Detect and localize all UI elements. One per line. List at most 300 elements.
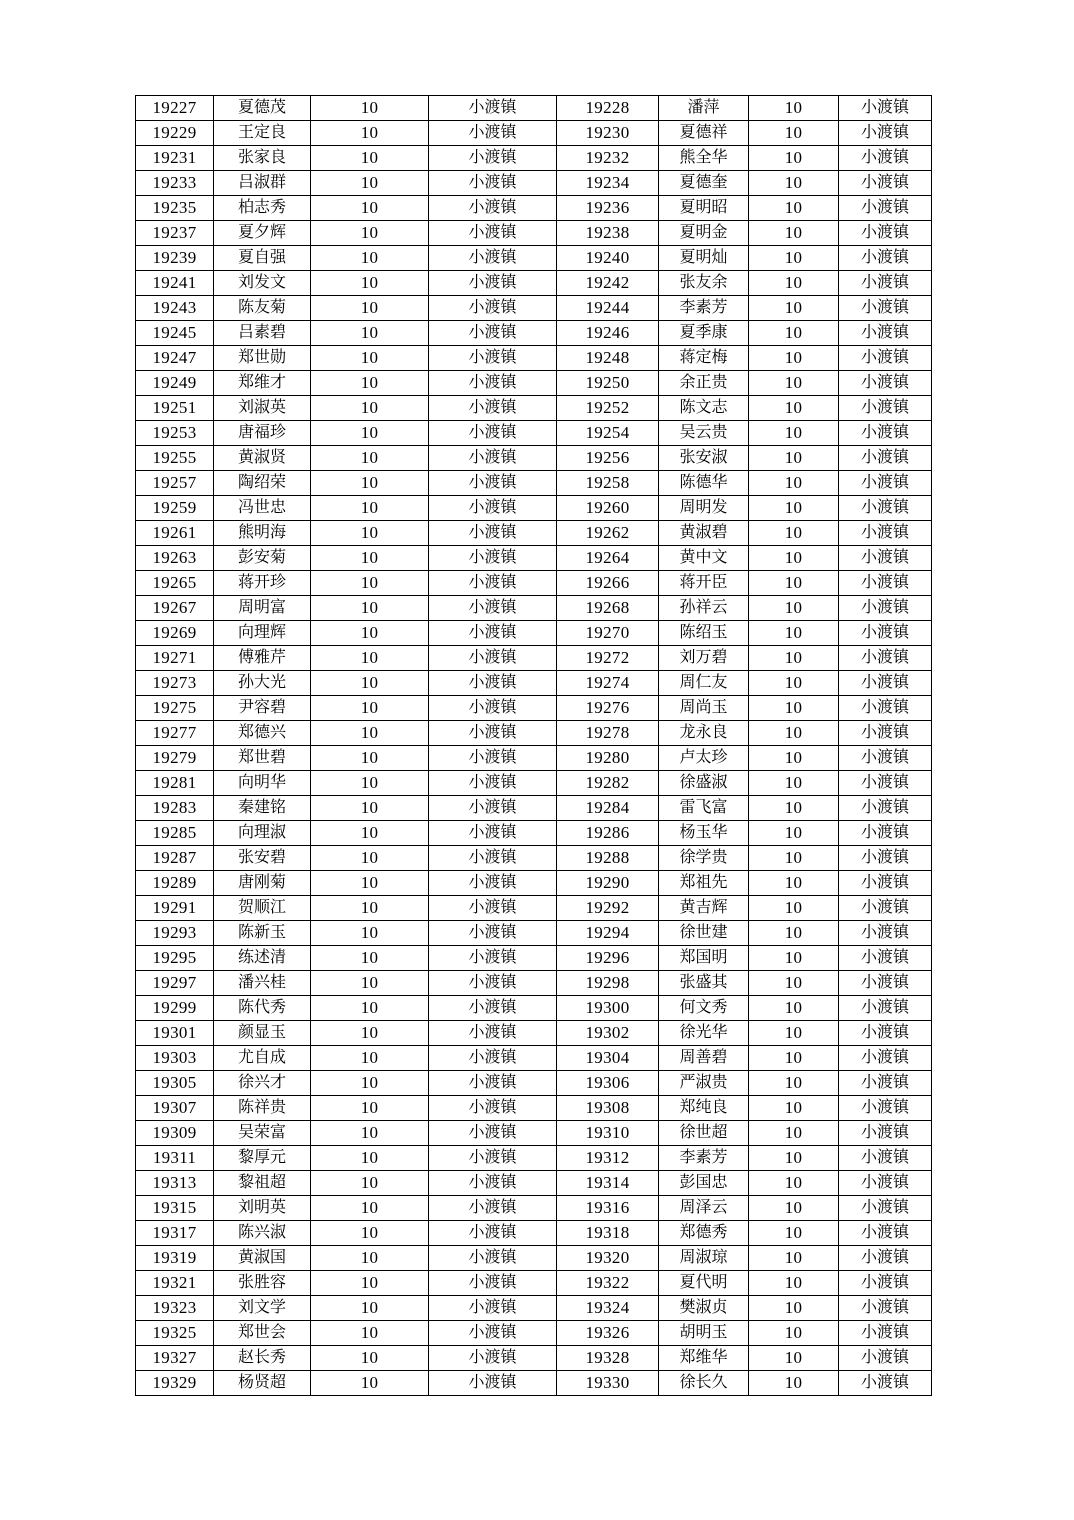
person-id-cell: 19256 [557, 446, 659, 471]
town-cell: 小渡镇 [839, 121, 932, 146]
person-id-cell: 19241 [136, 271, 214, 296]
person-name-cell: 黄淑碧 [659, 521, 749, 546]
table-row [136, 1271, 932, 1296]
table-row [136, 171, 932, 196]
town-cell: 小渡镇 [429, 746, 557, 771]
score-cell: 10 [311, 921, 429, 946]
score-cell: 10 [749, 646, 839, 671]
score-cell: 10 [311, 1271, 429, 1296]
person-id-cell: 19252 [557, 396, 659, 421]
person-name-cell: 陈祥贵 [214, 1096, 311, 1121]
score-cell: 10 [749, 796, 839, 821]
person-id-cell: 19258 [557, 471, 659, 496]
town-cell: 小渡镇 [429, 571, 557, 596]
person-name-cell: 刘万碧 [659, 646, 749, 671]
person-name-cell: 贺顺江 [214, 896, 311, 921]
person-name-cell: 张家良 [214, 146, 311, 171]
person-id-cell: 19250 [557, 371, 659, 396]
person-name-cell: 刘发文 [214, 271, 311, 296]
town-cell: 小渡镇 [429, 196, 557, 221]
person-name-cell: 徐盛淑 [659, 771, 749, 796]
score-cell: 10 [311, 246, 429, 271]
score-cell: 10 [749, 1046, 839, 1071]
person-name-cell: 唐福珍 [214, 421, 311, 446]
person-name-cell: 郑维才 [214, 371, 311, 396]
town-cell: 小渡镇 [429, 646, 557, 671]
person-name-cell: 陈代秀 [214, 996, 311, 1021]
person-name-cell: 周明富 [214, 596, 311, 621]
person-name-cell: 陈新玉 [214, 921, 311, 946]
town-cell: 小渡镇 [429, 421, 557, 446]
town-cell: 小渡镇 [429, 446, 557, 471]
town-cell: 小渡镇 [429, 1046, 557, 1071]
town-cell: 小渡镇 [839, 196, 932, 221]
table-row [136, 1171, 932, 1196]
person-id-cell: 19300 [557, 996, 659, 1021]
person-name-cell: 郑世勋 [214, 346, 311, 371]
town-cell: 小渡镇 [429, 1171, 557, 1196]
person-name-cell: 徐世超 [659, 1121, 749, 1146]
person-id-cell: 19288 [557, 846, 659, 871]
person-id-cell: 19262 [557, 521, 659, 546]
person-name-cell: 潘兴桂 [214, 971, 311, 996]
town-cell: 小渡镇 [839, 346, 932, 371]
town-cell: 小渡镇 [429, 321, 557, 346]
person-id-cell: 19274 [557, 671, 659, 696]
person-name-cell: 秦建铭 [214, 796, 311, 821]
person-name-cell: 孙大光 [214, 671, 311, 696]
town-cell: 小渡镇 [429, 1021, 557, 1046]
person-name-cell: 向理辉 [214, 621, 311, 646]
table-row [136, 1371, 932, 1396]
score-cell: 10 [749, 821, 839, 846]
person-name-cell: 唐刚菊 [214, 871, 311, 896]
town-cell: 小渡镇 [429, 821, 557, 846]
person-id-cell: 19325 [136, 1321, 214, 1346]
person-name-cell: 卢太珍 [659, 746, 749, 771]
person-id-cell: 19228 [557, 96, 659, 121]
town-cell: 小渡镇 [839, 1296, 932, 1321]
town-cell: 小渡镇 [839, 771, 932, 796]
score-cell: 10 [311, 1071, 429, 1096]
person-id-cell: 19245 [136, 321, 214, 346]
score-cell: 10 [311, 1371, 429, 1396]
score-cell: 10 [749, 371, 839, 396]
person-name-cell: 李素芳 [659, 296, 749, 321]
person-name-cell: 熊全华 [659, 146, 749, 171]
person-name-cell: 夏明灿 [659, 246, 749, 271]
person-id-cell: 19231 [136, 146, 214, 171]
score-cell: 10 [749, 971, 839, 996]
table-row [136, 421, 932, 446]
score-cell: 10 [749, 346, 839, 371]
town-cell: 小渡镇 [839, 1321, 932, 1346]
person-id-cell: 19248 [557, 346, 659, 371]
score-cell: 10 [749, 996, 839, 1021]
table-row [136, 296, 932, 321]
score-cell: 10 [311, 221, 429, 246]
town-cell: 小渡镇 [429, 271, 557, 296]
person-id-cell: 19286 [557, 821, 659, 846]
person-name-cell: 柏志秀 [214, 196, 311, 221]
score-cell: 10 [749, 1196, 839, 1221]
score-cell: 10 [749, 896, 839, 921]
table-row [136, 1146, 932, 1171]
table-row [136, 1321, 932, 1346]
table-row [136, 1246, 932, 1271]
score-cell: 10 [311, 271, 429, 296]
score-cell: 10 [311, 671, 429, 696]
person-name-cell: 蒋定梅 [659, 346, 749, 371]
person-name-cell: 郑维华 [659, 1346, 749, 1371]
town-cell: 小渡镇 [839, 1096, 932, 1121]
person-id-cell: 19268 [557, 596, 659, 621]
person-name-cell: 冯世忠 [214, 496, 311, 521]
score-cell: 10 [749, 396, 839, 421]
town-cell: 小渡镇 [839, 1246, 932, 1271]
person-name-cell: 徐光华 [659, 1021, 749, 1046]
person-id-cell: 19305 [136, 1071, 214, 1096]
person-id-cell: 19282 [557, 771, 659, 796]
score-cell: 10 [749, 296, 839, 321]
town-cell: 小渡镇 [429, 496, 557, 521]
table-row [136, 971, 932, 996]
person-id-cell: 19321 [136, 1271, 214, 1296]
person-id-cell: 19301 [136, 1021, 214, 1046]
town-cell: 小渡镇 [429, 671, 557, 696]
person-name-cell: 尤自成 [214, 1046, 311, 1071]
town-cell: 小渡镇 [839, 371, 932, 396]
town-cell: 小渡镇 [429, 1271, 557, 1296]
person-id-cell: 19329 [136, 1371, 214, 1396]
table-row [136, 246, 932, 271]
score-cell: 10 [311, 1146, 429, 1171]
table-row [136, 1046, 932, 1071]
score-cell: 10 [311, 746, 429, 771]
town-cell: 小渡镇 [839, 721, 932, 746]
town-cell: 小渡镇 [839, 171, 932, 196]
town-cell: 小渡镇 [839, 621, 932, 646]
person-name-cell: 夏自强 [214, 246, 311, 271]
person-id-cell: 19267 [136, 596, 214, 621]
score-cell: 10 [749, 321, 839, 346]
town-cell: 小渡镇 [429, 596, 557, 621]
score-cell: 10 [311, 1046, 429, 1071]
person-id-cell: 19323 [136, 1296, 214, 1321]
town-cell: 小渡镇 [429, 621, 557, 646]
person-name-cell: 张胜容 [214, 1271, 311, 1296]
person-id-cell: 19290 [557, 871, 659, 896]
score-cell: 10 [311, 421, 429, 446]
person-id-cell: 19287 [136, 846, 214, 871]
town-cell: 小渡镇 [839, 946, 932, 971]
table-row [136, 146, 932, 171]
person-id-cell: 19326 [557, 1321, 659, 1346]
town-cell: 小渡镇 [429, 396, 557, 421]
person-id-cell: 19275 [136, 696, 214, 721]
score-cell: 10 [311, 446, 429, 471]
score-cell: 10 [749, 121, 839, 146]
table-row [136, 271, 932, 296]
person-name-cell: 徐世建 [659, 921, 749, 946]
person-name-cell: 蒋开珍 [214, 571, 311, 596]
person-id-cell: 19259 [136, 496, 214, 521]
table-row [136, 346, 932, 371]
score-cell: 10 [311, 1196, 429, 1221]
score-cell: 10 [749, 621, 839, 646]
person-id-cell: 19257 [136, 471, 214, 496]
person-name-cell: 张安碧 [214, 846, 311, 871]
town-cell: 小渡镇 [839, 871, 932, 896]
person-id-cell: 19294 [557, 921, 659, 946]
town-cell: 小渡镇 [839, 1196, 932, 1221]
score-cell: 10 [311, 1221, 429, 1246]
town-cell: 小渡镇 [429, 471, 557, 496]
person-name-cell: 郑国明 [659, 946, 749, 971]
person-name-cell: 郑祖先 [659, 871, 749, 896]
person-name-cell: 郑德秀 [659, 1221, 749, 1246]
person-name-cell: 黄淑贤 [214, 446, 311, 471]
person-name-cell: 雷飞富 [659, 796, 749, 821]
person-name-cell: 龙永良 [659, 721, 749, 746]
score-cell: 10 [311, 946, 429, 971]
person-name-cell: 张安淑 [659, 446, 749, 471]
score-cell: 10 [749, 571, 839, 596]
person-id-cell: 19263 [136, 546, 214, 571]
person-name-cell: 夏德茂 [214, 96, 311, 121]
town-cell: 小渡镇 [839, 396, 932, 421]
town-cell: 小渡镇 [429, 1221, 557, 1246]
person-id-cell: 19316 [557, 1196, 659, 1221]
table-row [136, 671, 932, 696]
table-row [136, 746, 932, 771]
town-cell: 小渡镇 [429, 946, 557, 971]
table-row [136, 646, 932, 671]
table-row [136, 371, 932, 396]
table-row [136, 996, 932, 1021]
town-cell: 小渡镇 [429, 1296, 557, 1321]
score-cell: 10 [311, 371, 429, 396]
score-cell: 10 [311, 146, 429, 171]
score-cell: 10 [311, 696, 429, 721]
town-cell: 小渡镇 [839, 546, 932, 571]
score-cell: 10 [749, 921, 839, 946]
person-name-cell: 周淑琼 [659, 1246, 749, 1271]
town-cell: 小渡镇 [839, 996, 932, 1021]
table-row [136, 871, 932, 896]
person-name-cell: 孙祥云 [659, 596, 749, 621]
town-cell: 小渡镇 [839, 421, 932, 446]
score-cell: 10 [311, 521, 429, 546]
person-name-cell: 杨贤超 [214, 1371, 311, 1396]
town-cell: 小渡镇 [839, 1121, 932, 1146]
score-cell: 10 [749, 271, 839, 296]
person-id-cell: 19247 [136, 346, 214, 371]
person-name-cell: 陈德华 [659, 471, 749, 496]
score-cell: 10 [749, 1271, 839, 1296]
score-cell: 10 [749, 1121, 839, 1146]
score-cell: 10 [749, 421, 839, 446]
person-id-cell: 19315 [136, 1196, 214, 1221]
score-cell: 10 [749, 696, 839, 721]
score-cell: 10 [311, 896, 429, 921]
person-id-cell: 19229 [136, 121, 214, 146]
person-id-cell: 19298 [557, 971, 659, 996]
person-name-cell: 彭国忠 [659, 1171, 749, 1196]
person-id-cell: 19314 [557, 1171, 659, 1196]
person-name-cell: 张友余 [659, 271, 749, 296]
table-row [136, 1346, 932, 1371]
town-cell: 小渡镇 [429, 1346, 557, 1371]
score-cell: 10 [311, 171, 429, 196]
town-cell: 小渡镇 [839, 496, 932, 521]
table-row [136, 121, 932, 146]
score-cell: 10 [749, 171, 839, 196]
score-cell: 10 [311, 546, 429, 571]
person-name-cell: 陶绍荣 [214, 471, 311, 496]
person-name-cell: 徐长久 [659, 1371, 749, 1396]
score-cell: 10 [311, 871, 429, 896]
score-cell: 10 [749, 96, 839, 121]
town-cell: 小渡镇 [429, 1371, 557, 1396]
person-id-cell: 19295 [136, 946, 214, 971]
score-cell: 10 [311, 496, 429, 521]
table-row [136, 596, 932, 621]
table-row [136, 446, 932, 471]
person-id-cell: 19312 [557, 1146, 659, 1171]
town-cell: 小渡镇 [839, 1346, 932, 1371]
town-cell: 小渡镇 [429, 971, 557, 996]
person-id-cell: 19306 [557, 1071, 659, 1096]
person-id-cell: 19253 [136, 421, 214, 446]
score-cell: 10 [749, 1246, 839, 1271]
person-id-cell: 19272 [557, 646, 659, 671]
town-cell: 小渡镇 [839, 571, 932, 596]
person-name-cell: 夏季康 [659, 321, 749, 346]
score-cell: 10 [749, 1371, 839, 1396]
person-id-cell: 19236 [557, 196, 659, 221]
person-id-cell: 19291 [136, 896, 214, 921]
town-cell: 小渡镇 [429, 721, 557, 746]
table-row [136, 721, 932, 746]
person-id-cell: 19266 [557, 571, 659, 596]
person-name-cell: 周明发 [659, 496, 749, 521]
town-cell: 小渡镇 [839, 896, 932, 921]
town-cell: 小渡镇 [429, 846, 557, 871]
person-name-cell: 刘明英 [214, 1196, 311, 1221]
person-id-cell: 19302 [557, 1021, 659, 1046]
score-cell: 10 [311, 296, 429, 321]
person-name-cell: 樊淑贞 [659, 1296, 749, 1321]
person-id-cell: 19238 [557, 221, 659, 246]
score-cell: 10 [311, 721, 429, 746]
table-row [136, 571, 932, 596]
score-cell: 10 [311, 771, 429, 796]
person-name-cell: 黎祖超 [214, 1171, 311, 1196]
person-id-cell: 19269 [136, 621, 214, 646]
town-cell: 小渡镇 [429, 146, 557, 171]
town-cell: 小渡镇 [429, 796, 557, 821]
person-name-cell: 李素芳 [659, 1146, 749, 1171]
score-cell: 10 [311, 996, 429, 1021]
score-cell: 10 [311, 396, 429, 421]
score-cell: 10 [311, 121, 429, 146]
town-cell: 小渡镇 [429, 221, 557, 246]
person-id-cell: 19281 [136, 771, 214, 796]
person-name-cell: 胡明玉 [659, 1321, 749, 1346]
person-name-cell: 陈绍玉 [659, 621, 749, 646]
table-row [136, 621, 932, 646]
person-id-cell: 19310 [557, 1121, 659, 1146]
person-id-cell: 19246 [557, 321, 659, 346]
table-row [136, 1021, 932, 1046]
score-cell: 10 [311, 1021, 429, 1046]
person-id-cell: 19270 [557, 621, 659, 646]
score-cell: 10 [749, 546, 839, 571]
score-cell: 10 [749, 946, 839, 971]
person-name-cell: 吴云贵 [659, 421, 749, 446]
person-id-cell: 19276 [557, 696, 659, 721]
table-row [136, 771, 932, 796]
person-id-cell: 19304 [557, 1046, 659, 1071]
person-name-cell: 刘文学 [214, 1296, 311, 1321]
score-cell: 10 [311, 1246, 429, 1271]
table-row [136, 696, 932, 721]
person-name-cell: 徐学贵 [659, 846, 749, 871]
person-name-cell: 夏代明 [659, 1271, 749, 1296]
person-id-cell: 19284 [557, 796, 659, 821]
town-cell: 小渡镇 [839, 1371, 932, 1396]
town-cell: 小渡镇 [429, 346, 557, 371]
person-name-cell: 陈文志 [659, 396, 749, 421]
person-id-cell: 19293 [136, 921, 214, 946]
town-cell: 小渡镇 [429, 771, 557, 796]
person-id-cell: 19273 [136, 671, 214, 696]
person-name-cell: 吕淑群 [214, 171, 311, 196]
score-cell: 10 [749, 1346, 839, 1371]
person-name-cell: 杨玉华 [659, 821, 749, 846]
person-name-cell: 徐兴才 [214, 1071, 311, 1096]
person-id-cell: 19308 [557, 1096, 659, 1121]
person-id-cell: 19283 [136, 796, 214, 821]
person-id-cell: 19264 [557, 546, 659, 571]
town-cell: 小渡镇 [429, 171, 557, 196]
town-cell: 小渡镇 [839, 846, 932, 871]
person-name-cell: 夏明金 [659, 221, 749, 246]
score-cell: 10 [749, 496, 839, 521]
town-cell: 小渡镇 [429, 121, 557, 146]
person-name-cell: 郑世碧 [214, 746, 311, 771]
person-id-cell: 19330 [557, 1371, 659, 1396]
person-id-cell: 19271 [136, 646, 214, 671]
person-id-cell: 19309 [136, 1121, 214, 1146]
person-id-cell: 19280 [557, 746, 659, 771]
table-row [136, 521, 932, 546]
score-cell: 10 [311, 621, 429, 646]
person-id-cell: 19319 [136, 1246, 214, 1271]
score-cell: 10 [311, 346, 429, 371]
score-cell: 10 [311, 1321, 429, 1346]
town-cell: 小渡镇 [839, 271, 932, 296]
score-cell: 10 [749, 471, 839, 496]
score-cell: 10 [749, 746, 839, 771]
person-id-cell: 19234 [557, 171, 659, 196]
table-row [136, 821, 932, 846]
person-id-cell: 19324 [557, 1296, 659, 1321]
town-cell: 小渡镇 [429, 1196, 557, 1221]
person-name-cell: 颜显玉 [214, 1021, 311, 1046]
person-id-cell: 19292 [557, 896, 659, 921]
